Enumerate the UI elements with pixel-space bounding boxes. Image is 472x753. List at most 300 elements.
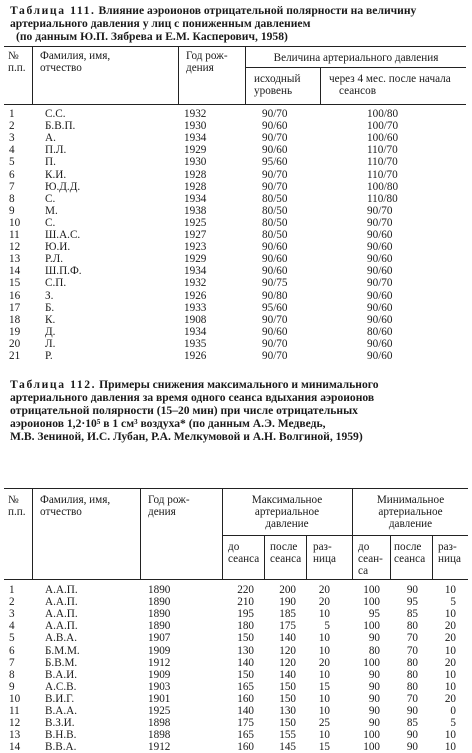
row-year-cell: 1928 xyxy=(184,180,207,193)
row-name-cell: Б.М.М. xyxy=(45,644,80,657)
header-name-line: Фамилия, имя, xyxy=(40,50,111,62)
row-number-cell: 16 xyxy=(9,289,21,302)
row-min-after-cell: 70 xyxy=(406,692,418,705)
header-after-line: после xyxy=(270,541,298,553)
row-number-cell: 21 xyxy=(9,350,21,362)
row-name-cell: А.А.П. xyxy=(45,596,78,609)
row-min-after-cell: 80 xyxy=(406,680,418,693)
row-year-cell: 1903 xyxy=(148,680,171,693)
header-initial xyxy=(254,73,300,97)
row-name-cell: В.З.И. xyxy=(45,717,75,730)
row-min-before-cell: 95 xyxy=(368,608,380,621)
row-initial-bp-cell: 90/70 xyxy=(262,337,288,350)
row-max-diff-cell: 20 xyxy=(318,656,330,669)
row-name-cell: Б. xyxy=(45,301,55,314)
row-name-cell: К.И. xyxy=(45,168,67,181)
header-year-line: дения xyxy=(148,506,176,518)
row-max-diff-cell: 10 xyxy=(318,705,330,717)
row-year-cell: 1898 xyxy=(148,729,171,742)
row-name-cell: А.А.П. xyxy=(45,620,78,633)
row-name-cell: Ш.А.С. xyxy=(45,229,81,241)
row-number-cell: 14 xyxy=(9,741,21,753)
header-before-line: сеанса xyxy=(228,553,260,565)
row-max-diff-cell: 10 xyxy=(318,692,330,705)
header-min-before xyxy=(358,541,383,577)
row-name-cell: М. xyxy=(45,204,58,217)
header-year-line: Год рож- xyxy=(148,494,190,506)
row-initial-bp-cell: 90/70 xyxy=(262,180,288,193)
row-max-before-cell: 210 xyxy=(237,596,254,609)
table-112-col-divider xyxy=(140,488,141,579)
header-before xyxy=(228,541,259,565)
row-number-cell: 3 xyxy=(9,608,15,621)
header-min-before-line: са xyxy=(358,565,369,577)
table-112-col-divider xyxy=(306,535,307,579)
row-min-diff-cell: 10 xyxy=(444,729,456,742)
row-max-before-cell: 195 xyxy=(237,608,254,621)
row-max-before-cell: 160 xyxy=(237,741,254,753)
table-111-col-divider xyxy=(320,67,321,104)
row-min-after-cell: 80 xyxy=(406,668,418,681)
row-name-cell: В.И.Г. xyxy=(45,692,75,705)
row-number-cell: 5 xyxy=(9,156,15,169)
row-year-cell: 1926 xyxy=(184,289,207,302)
row-min-diff-cell: 20 xyxy=(444,692,456,705)
row-initial-bp-cell: 90/60 xyxy=(262,144,288,157)
row-max-before-cell: 175 xyxy=(237,717,254,730)
row-min-diff-cell: 0 xyxy=(450,705,456,717)
row-number-cell: 11 xyxy=(9,705,20,717)
row-min-diff-cell: 10 xyxy=(444,680,456,693)
row-initial-bp-cell: 95/60 xyxy=(262,156,288,169)
header-diff-line: раз- xyxy=(313,541,332,553)
row-year-cell: 1901 xyxy=(148,692,171,705)
row-initial-bp-cell: 90/60 xyxy=(262,325,288,338)
row-max-diff-cell: 20 xyxy=(318,596,330,609)
row-max-before-cell: 220 xyxy=(237,584,254,596)
row-min-before-cell: 80 xyxy=(368,644,380,657)
header-min-before-line: до xyxy=(358,541,370,553)
row-number-cell: 5 xyxy=(9,632,15,645)
caption-line: М.В. Зениной, И.С. Лубан, Р.А. Мелкумовой и А.Н. Волгиной, 1959) xyxy=(10,430,363,443)
caption-line: артериального давления у лиц с пониженным давлением xyxy=(10,17,311,30)
row-min-diff-cell: 5 xyxy=(450,717,456,730)
header-diff-line: ница xyxy=(313,553,336,565)
row-initial-bp-cell: 90/60 xyxy=(262,265,288,278)
row-min-after-cell: 90 xyxy=(406,584,418,596)
table-112-col-divider xyxy=(264,535,265,579)
header-num xyxy=(8,50,26,74)
row-max-after-cell: 150 xyxy=(279,717,296,730)
row-year-cell: 1907 xyxy=(148,632,171,645)
row-after-bp-cell: 100/80 xyxy=(367,180,399,193)
row-after-bp-cell: 90/70 xyxy=(367,216,393,229)
row-min-after-cell: 90 xyxy=(406,741,418,753)
header-max-line: давление xyxy=(265,518,309,530)
row-number-cell: 13 xyxy=(9,253,21,266)
header-max-line: Максимальное xyxy=(251,494,323,506)
row-year-cell: 1890 xyxy=(148,608,171,621)
table-112-col-divider xyxy=(32,488,33,579)
table-112-col-divider xyxy=(390,535,391,579)
caption-line: аэроионов 1,2·10⁵ в 1 см³ воздуха* (по данным А.Э. Медведь, xyxy=(10,417,326,430)
row-name-cell: А. xyxy=(45,132,56,145)
row-number-cell: 20 xyxy=(9,337,21,350)
row-year-cell: 1912 xyxy=(148,741,171,753)
row-number-cell: 9 xyxy=(9,204,15,217)
row-year-cell: 1930 xyxy=(184,120,207,133)
row-year-cell: 1925 xyxy=(148,705,171,717)
header-year xyxy=(148,494,190,518)
row-max-diff-cell: 20 xyxy=(318,584,330,596)
row-min-diff-cell: 5 xyxy=(450,596,456,609)
row-after-bp-cell: 100/60 xyxy=(367,132,399,145)
row-max-before-cell: 165 xyxy=(237,680,254,693)
row-min-after-cell: 70 xyxy=(406,644,418,657)
row-max-diff-cell: 5 xyxy=(324,620,330,633)
row-max-after-cell: 185 xyxy=(279,608,296,621)
row-initial-bp-cell: 90/80 xyxy=(262,289,288,302)
row-initial-bp-cell: 90/75 xyxy=(262,277,288,290)
header-min-bp xyxy=(353,494,468,530)
row-name-cell: П.Л. xyxy=(45,144,67,157)
row-max-before-cell: 140 xyxy=(237,656,254,669)
row-max-before-cell: 150 xyxy=(237,668,254,681)
header-num xyxy=(8,494,26,518)
row-max-diff-cell: 15 xyxy=(318,741,330,753)
row-initial-bp-cell: 90/70 xyxy=(262,132,288,145)
header-max-bp xyxy=(222,494,352,530)
row-number-cell: 18 xyxy=(9,313,21,326)
row-name-cell: А.А.П. xyxy=(45,608,78,621)
row-year-cell: 1925 xyxy=(184,216,207,229)
row-initial-bp-cell: 90/70 xyxy=(262,108,288,120)
row-name-cell: В.Н.В. xyxy=(45,729,77,742)
row-min-diff-cell: 10 xyxy=(444,668,456,681)
header-diff xyxy=(313,541,336,565)
row-min-after-cell: 90 xyxy=(406,705,418,717)
caption-label: Таблица 111. xyxy=(10,4,96,17)
row-number-cell: 4 xyxy=(9,144,15,157)
header-after-line: через 4 мес. после начала xyxy=(329,73,451,85)
row-max-before-cell: 150 xyxy=(237,632,254,645)
row-number-cell: 12 xyxy=(9,241,21,254)
row-number-cell: 10 xyxy=(9,216,21,229)
header-initial-line: уровень xyxy=(254,85,293,97)
row-name-cell: Р.Л. xyxy=(45,253,64,266)
row-name-cell: А.А.П. xyxy=(45,584,78,596)
row-max-after-cell: 140 xyxy=(279,632,296,645)
row-after-bp-cell: 90/60 xyxy=(367,301,393,314)
row-after-bp-cell: 80/60 xyxy=(367,325,393,338)
row-min-diff-cell: 10 xyxy=(444,741,456,753)
row-after-bp-cell: 90/60 xyxy=(367,313,393,326)
row-year-cell: 1929 xyxy=(184,144,207,157)
row-initial-bp-cell: 90/60 xyxy=(262,253,288,266)
row-initial-bp-cell: 90/60 xyxy=(262,241,288,254)
row-name-cell: Д. xyxy=(45,325,56,338)
row-after-bp-cell: 90/70 xyxy=(367,277,393,290)
caption-line xyxy=(10,378,470,391)
row-name-cell: Б.В.П. xyxy=(45,120,76,133)
row-after-bp-cell: 100/80 xyxy=(367,108,399,120)
row-name-cell: Ш.П.Ф. xyxy=(45,265,82,278)
row-name-cell: С.П. xyxy=(45,277,67,290)
row-year-cell: 1912 xyxy=(148,656,171,669)
row-name-cell: З. xyxy=(45,289,54,302)
row-name-cell: Ю.И. xyxy=(45,241,71,254)
header-year-line: Год рож- xyxy=(186,50,228,62)
row-number-cell: 3 xyxy=(9,132,15,145)
row-year-cell: 1930 xyxy=(184,156,207,169)
row-max-before-cell: 180 xyxy=(237,620,254,633)
row-after-bp-cell: 90/70 xyxy=(367,204,393,217)
row-max-diff-cell: 10 xyxy=(318,729,330,742)
row-max-before-cell: 165 xyxy=(237,729,254,742)
row-after-bp-cell: 100/70 xyxy=(367,120,399,133)
header-name-line: отчество xyxy=(40,506,82,518)
row-max-diff-cell: 10 xyxy=(318,668,330,681)
row-max-diff-cell: 25 xyxy=(318,717,330,730)
row-min-before-cell: 90 xyxy=(368,668,380,681)
row-number-cell: 13 xyxy=(9,729,21,742)
header-min-line: Минимальное xyxy=(376,494,445,506)
row-min-before-cell: 90 xyxy=(368,705,380,717)
row-max-after-cell: 175 xyxy=(279,620,296,633)
row-number-cell: 8 xyxy=(9,668,15,681)
row-name-cell: Б.В.М. xyxy=(45,656,78,669)
row-min-before-cell: 100 xyxy=(363,656,380,669)
row-initial-bp-cell: 80/50 xyxy=(262,229,288,241)
row-year-cell: 1935 xyxy=(184,337,207,350)
row-number-cell: 2 xyxy=(9,120,15,133)
row-max-after-cell: 120 xyxy=(279,656,296,669)
row-number-cell: 1 xyxy=(9,108,15,120)
header-min-after xyxy=(394,541,425,565)
row-year-cell: 1933 xyxy=(184,301,207,314)
header-min-diff-line: ница xyxy=(438,553,461,565)
row-name-cell: С. xyxy=(45,216,56,229)
row-number-cell: 12 xyxy=(9,717,21,730)
caption-text: Примеры снижения максимального и минимального xyxy=(99,378,379,391)
header-after-line: сеанса xyxy=(270,553,302,565)
row-min-diff-cell: 10 xyxy=(444,608,456,621)
row-max-after-cell: 120 xyxy=(279,644,296,657)
row-min-after-cell: 80 xyxy=(406,656,418,669)
row-max-after-cell: 150 xyxy=(279,680,296,693)
row-after-bp-cell: 90/60 xyxy=(367,253,393,266)
row-max-before-cell: 140 xyxy=(237,705,254,717)
row-number-cell: 4 xyxy=(9,620,15,633)
caption-line: артериального давления за время одного сеанса вдыхания аэроионов xyxy=(10,391,375,404)
row-number-cell: 14 xyxy=(9,265,21,278)
row-initial-bp-cell: 90/70 xyxy=(262,350,288,362)
row-after-bp-cell: 90/60 xyxy=(367,265,393,278)
row-max-diff-cell: 10 xyxy=(318,608,330,621)
row-min-after-cell: 90 xyxy=(406,729,418,742)
row-min-diff-cell: 10 xyxy=(444,644,456,657)
header-min-after-line: сеанса xyxy=(394,553,426,565)
header-before-line: до xyxy=(228,541,240,553)
header-min-line: давление xyxy=(388,518,433,530)
row-name-cell: В.В.А. xyxy=(45,741,77,753)
table-111-top-rule xyxy=(4,46,466,47)
caption-line xyxy=(10,4,466,17)
row-min-after-cell: 80 xyxy=(406,620,418,633)
row-number-cell: 11 xyxy=(9,229,20,241)
table-112-header-rule xyxy=(4,579,468,580)
row-year-cell: 1932 xyxy=(184,277,207,290)
row-name-cell: В.А.И. xyxy=(45,668,78,681)
row-min-after-cell: 70 xyxy=(406,632,418,645)
header-num-line: п.п. xyxy=(8,506,26,518)
row-number-cell: 2 xyxy=(9,596,15,609)
row-year-cell: 1934 xyxy=(184,192,207,205)
row-min-diff-cell: 10 xyxy=(444,584,456,596)
row-year-cell: 1934 xyxy=(184,132,207,145)
row-initial-bp-cell: 80/50 xyxy=(262,216,288,229)
row-min-after-cell: 85 xyxy=(406,717,418,730)
row-year-cell: 1890 xyxy=(148,584,171,596)
row-max-after-cell: 150 xyxy=(279,692,296,705)
header-min-diff xyxy=(438,541,461,565)
row-number-cell: 6 xyxy=(9,168,15,181)
row-year-cell: 1934 xyxy=(184,325,207,338)
row-min-diff-cell: 20 xyxy=(444,656,456,669)
row-max-before-cell: 160 xyxy=(237,692,254,705)
row-year-cell: 1929 xyxy=(184,253,207,266)
header-name-line: Фамилия, имя, xyxy=(40,494,111,506)
row-year-cell: 1927 xyxy=(184,229,207,241)
header-min-diff-line: раз- xyxy=(438,541,457,553)
row-max-diff-cell: 10 xyxy=(318,644,330,657)
row-max-after-cell: 130 xyxy=(279,705,296,717)
table-112-top-rule xyxy=(4,488,468,489)
row-year-cell: 1890 xyxy=(148,620,171,633)
row-number-cell: 7 xyxy=(9,656,15,669)
header-name xyxy=(40,494,110,518)
row-min-diff-cell: 20 xyxy=(444,620,456,633)
row-initial-bp-cell: 80/50 xyxy=(262,204,288,217)
row-name-cell: Р. xyxy=(45,350,53,362)
row-name-cell: А.В.А. xyxy=(45,632,78,645)
row-max-after-cell: 140 xyxy=(279,668,296,681)
row-number-cell: 15 xyxy=(9,277,21,290)
caption-text: Влияние аэроионов отрицательной полярности на величину xyxy=(98,4,417,17)
header-after xyxy=(270,541,301,565)
row-number-cell: 8 xyxy=(9,192,15,205)
header-name-line: отчество xyxy=(40,62,82,74)
row-year-cell: 1928 xyxy=(184,168,207,181)
row-after-bp-cell: 90/60 xyxy=(367,289,393,302)
row-year-cell: 1898 xyxy=(148,717,171,730)
header-initial-line: исходный xyxy=(254,73,301,85)
row-year-cell: 1909 xyxy=(148,644,171,657)
table-111-col-divider xyxy=(32,46,33,104)
row-initial-bp-cell: 80/50 xyxy=(262,192,288,205)
row-year-cell: 1923 xyxy=(184,241,207,254)
header-after-line: сеансов xyxy=(339,85,376,97)
table-111-header-rule xyxy=(4,104,466,105)
row-number-cell: 1 xyxy=(9,584,15,596)
row-after-bp-cell: 90/60 xyxy=(367,350,393,362)
caption-line: (по данным Ю.П. Зябрева и Е.М. Касперович, 1958) xyxy=(16,30,288,43)
header-max-line: артериальное xyxy=(254,506,320,518)
header-min-before-line: сеан- xyxy=(358,553,383,565)
row-year-cell: 1932 xyxy=(184,108,207,120)
header-num-line: п.п. xyxy=(8,62,26,74)
row-after-bp-cell: 110/70 xyxy=(367,168,398,181)
row-number-cell: 6 xyxy=(9,644,15,657)
row-max-after-cell: 200 xyxy=(279,584,296,596)
header-year-line: дения xyxy=(186,62,214,74)
row-min-diff-cell: 20 xyxy=(444,632,456,645)
row-initial-bp-cell: 95/60 xyxy=(262,301,288,314)
row-min-before-cell: 90 xyxy=(368,717,380,730)
row-after-bp-cell: 90/60 xyxy=(367,337,393,350)
row-after-bp-cell: 110/70 xyxy=(367,156,398,169)
row-min-after-cell: 85 xyxy=(406,608,418,621)
row-min-before-cell: 100 xyxy=(363,620,380,633)
header-year xyxy=(186,50,228,74)
table-112-col-divider xyxy=(432,535,433,579)
row-name-cell: В.А.А. xyxy=(45,705,78,717)
row-min-before-cell: 100 xyxy=(363,596,380,609)
row-max-after-cell: 155 xyxy=(279,729,296,742)
row-name-cell: С. xyxy=(45,192,56,205)
header-num-line: № xyxy=(8,50,19,62)
row-year-cell: 1908 xyxy=(184,313,207,326)
header-bp-group: Величина артериального давления xyxy=(273,52,439,64)
header-after xyxy=(329,73,451,97)
header-min-line: артериальное xyxy=(378,506,443,518)
header-min-after-line: после xyxy=(394,541,422,553)
row-after-bp-cell: 110/70 xyxy=(367,144,398,157)
row-name-cell: П. xyxy=(45,156,56,169)
row-after-bp-cell: 90/60 xyxy=(367,241,393,254)
table-111-subheader-rule xyxy=(245,67,466,68)
row-max-diff-cell: 10 xyxy=(318,632,330,645)
row-after-bp-cell: 110/80 xyxy=(367,192,398,205)
row-min-after-cell: 95 xyxy=(406,596,418,609)
row-number-cell: 9 xyxy=(9,680,15,693)
row-after-bp-cell: 90/60 xyxy=(367,229,393,241)
row-number-cell: 17 xyxy=(9,301,21,314)
table-111-col-divider xyxy=(178,46,179,104)
row-year-cell: 1938 xyxy=(184,204,207,217)
table-111-caption xyxy=(10,4,466,43)
row-max-diff-cell: 15 xyxy=(318,680,330,693)
row-min-before-cell: 90 xyxy=(368,680,380,693)
caption-label: Таблица 112. xyxy=(10,378,97,391)
row-max-after-cell: 190 xyxy=(279,596,296,609)
row-name-cell: К. xyxy=(45,313,56,326)
row-min-before-cell: 100 xyxy=(363,584,380,596)
row-name-cell: Л. xyxy=(45,337,56,350)
row-name-cell: С.С. xyxy=(45,108,66,120)
row-name-cell: Ю.Д.Д. xyxy=(45,180,81,193)
row-max-after-cell: 145 xyxy=(279,741,296,753)
row-name-cell: А.С.В. xyxy=(45,680,77,693)
row-min-before-cell: 90 xyxy=(368,632,380,645)
row-initial-bp-cell: 90/70 xyxy=(262,168,288,181)
table-112-caption xyxy=(10,378,470,443)
row-year-cell: 1934 xyxy=(184,265,207,278)
header-name xyxy=(40,50,110,74)
caption-line: отрицательной полярности (15–20 мин) при числе отрицательных xyxy=(10,404,358,417)
row-year-cell: 1909 xyxy=(148,668,171,681)
row-number-cell: 10 xyxy=(9,692,21,705)
